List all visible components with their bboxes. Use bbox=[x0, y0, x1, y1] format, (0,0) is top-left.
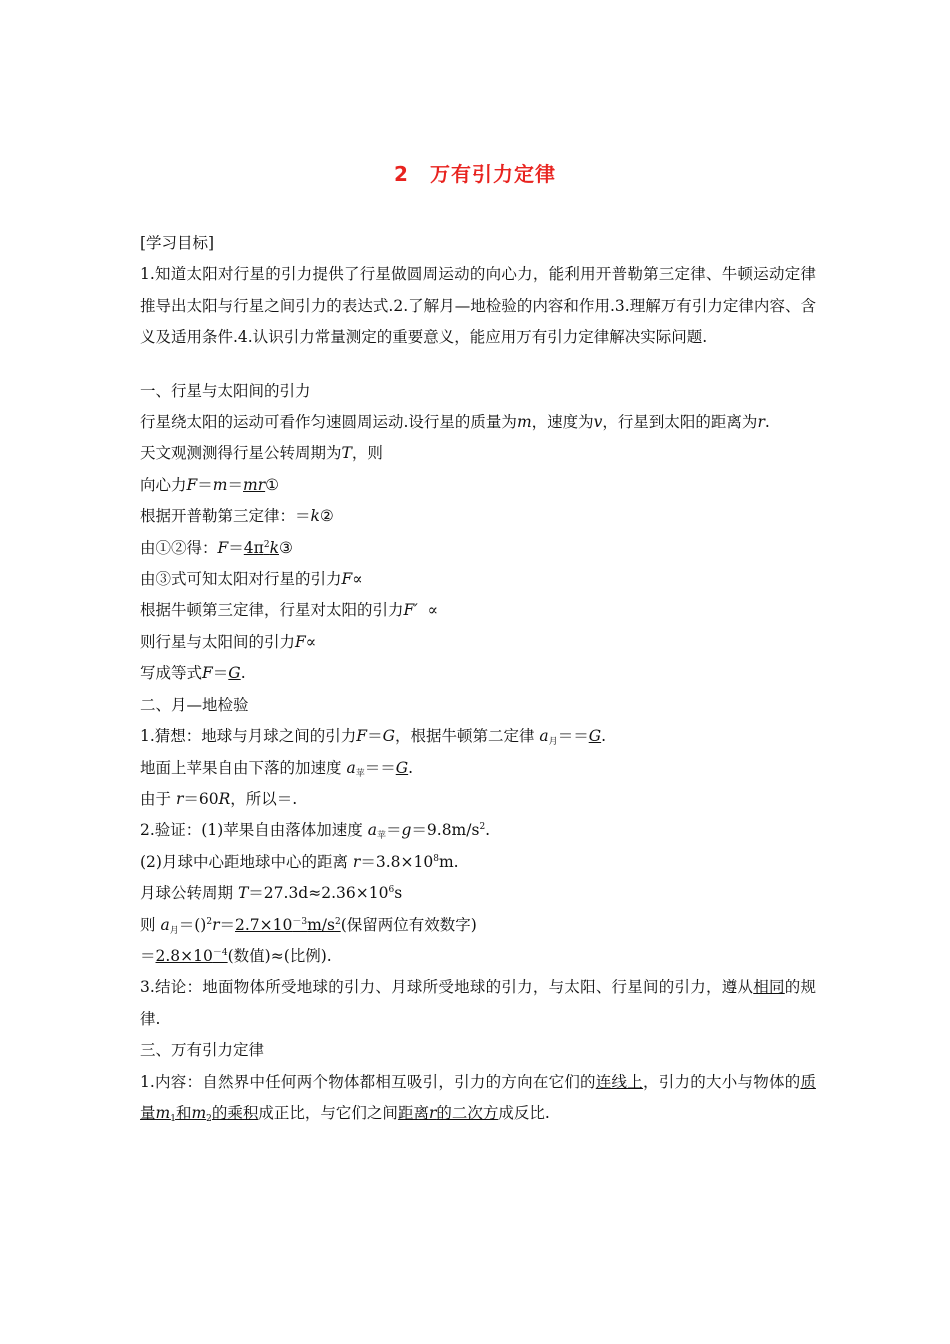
var-a: a bbox=[346, 758, 356, 777]
section-gap bbox=[140, 354, 816, 376]
text: ＝ bbox=[197, 475, 213, 494]
text: ＝60 bbox=[183, 789, 219, 808]
text: 2.验证：(1)苹果自由落体加速度 bbox=[140, 821, 363, 840]
objectives-heading: [学习目标] bbox=[140, 234, 215, 252]
superscript: 2 bbox=[206, 916, 213, 927]
text: 根据牛顿第三定律，行星对太阳的引力 bbox=[140, 601, 404, 620]
subscript: 苹 bbox=[376, 831, 386, 842]
section-1-line bbox=[140, 501, 816, 532]
text: ＝＝ bbox=[557, 727, 589, 746]
text: 行星绕太阳的运动可看作匀速圆周运动.设行星的质量为 bbox=[140, 413, 517, 432]
text: 成反比. bbox=[498, 1103, 550, 1122]
superscript: －3 bbox=[292, 916, 308, 927]
text: m/s bbox=[307, 915, 335, 934]
text: 和 bbox=[175, 1103, 192, 1122]
text: ＝ bbox=[367, 727, 383, 746]
text: ＝ bbox=[212, 664, 229, 683]
var-F: F bbox=[356, 727, 368, 746]
section-2-line bbox=[140, 721, 816, 752]
subscript: 月 bbox=[169, 925, 179, 936]
section-2-line bbox=[140, 847, 816, 878]
section-1-line bbox=[140, 564, 816, 595]
text: ∝ bbox=[352, 570, 363, 589]
var-T: T bbox=[341, 444, 352, 463]
text: ∝ bbox=[305, 632, 317, 651]
var-F: F bbox=[295, 632, 306, 651]
text: ，行星到太阳的距离为 bbox=[602, 413, 758, 432]
underlined-answer bbox=[235, 916, 341, 934]
section-1-line bbox=[140, 595, 816, 626]
text: ＝ bbox=[228, 538, 244, 557]
text: ＝() bbox=[178, 915, 207, 934]
underlined-answer bbox=[244, 539, 279, 557]
var-g: g bbox=[401, 821, 412, 840]
text: 距离 bbox=[397, 1103, 429, 1122]
text: 则行星与太阳间的引力 bbox=[140, 632, 296, 651]
var-r: r bbox=[428, 1103, 437, 1122]
var-v: v bbox=[593, 413, 603, 432]
text: ③ bbox=[279, 538, 293, 557]
underlined-answer: 相同 bbox=[753, 978, 785, 997]
text: 1.内容：自然界中任何两个物体都相互吸引，引力的方向在它们的 bbox=[140, 1072, 596, 1091]
var-r: r bbox=[212, 915, 220, 934]
text: ＝ bbox=[140, 946, 156, 965]
text: (2)月球中心距地球中心的距离 bbox=[140, 852, 348, 871]
text: . bbox=[485, 821, 491, 840]
underlined-answer: G bbox=[228, 664, 241, 683]
var-r: r bbox=[352, 852, 361, 871]
var-k: k bbox=[269, 538, 279, 557]
text: ＝ bbox=[219, 915, 235, 934]
text: 由于 bbox=[140, 789, 172, 808]
superscript: 8 bbox=[433, 853, 439, 864]
text: ＝9.8m/s bbox=[411, 821, 480, 840]
text: ＝＝ bbox=[364, 758, 396, 777]
section-3-heading: 三、万有引力定律 bbox=[140, 1041, 265, 1060]
text: ∝ bbox=[427, 601, 439, 620]
var-F-prime: F′ bbox=[403, 601, 418, 620]
text: ＝3.8×10 bbox=[360, 852, 434, 871]
section-3-content bbox=[140, 1067, 816, 1130]
superscript: 2 bbox=[479, 822, 486, 833]
section-2-line bbox=[140, 784, 816, 815]
var-R: R bbox=[218, 789, 231, 808]
text: ＝ bbox=[227, 475, 244, 494]
text: ② bbox=[319, 507, 334, 526]
var-F: F bbox=[341, 570, 353, 589]
var-m: m bbox=[516, 413, 532, 432]
var-r: r bbox=[757, 413, 765, 432]
text: ，根据牛顿第二定律 bbox=[394, 727, 535, 746]
text: 则 bbox=[140, 915, 156, 934]
text: m. bbox=[438, 852, 459, 871]
text: ＝ bbox=[385, 821, 402, 840]
text: ① bbox=[265, 475, 280, 494]
text: 成正比，与它们之间 bbox=[258, 1103, 398, 1122]
text: 1.猜想：地球与月球之间的引力 bbox=[140, 727, 357, 746]
text: . bbox=[601, 727, 607, 746]
text: (数值)≈(比例). bbox=[227, 946, 332, 965]
text: 由③式可知太阳对行星的引力 bbox=[140, 570, 342, 589]
objectives-text: 1.知道太阳对行星的引力提供了行星做圆周运动的向心力，能利用开普勒第三定律、牛顿运动定律推导出太阳与行星之间引力的表达式.2.了解月—地检验的内容和作用.3.理解万有引力定律内容、含义及适用条件.4.认识引力常量测定的重要意义，能应用万有引力定律解决实际问题. bbox=[140, 265, 816, 347]
subscript: 月 bbox=[548, 737, 558, 748]
text: 3.结论：地面物体所受地球的引力、月球所受地球的引力，与太阳、行星间的引力，遵从 bbox=[140, 978, 754, 997]
section-2-line bbox=[140, 753, 816, 784]
var-F: F bbox=[217, 538, 229, 557]
text: (保留两位有效数字) bbox=[340, 915, 477, 934]
var-F: F bbox=[186, 475, 198, 494]
text: . bbox=[408, 758, 414, 777]
subscript: 1 bbox=[170, 1113, 176, 1124]
text: 写成等式 bbox=[140, 664, 203, 683]
underlined-answer bbox=[156, 947, 228, 965]
text: 4π bbox=[243, 538, 264, 557]
section-1-line bbox=[140, 533, 816, 564]
text: 月球公转周期 bbox=[140, 884, 234, 903]
section-2-heading: 二、月—地检验 bbox=[140, 695, 249, 714]
var-m: m bbox=[212, 475, 228, 494]
underlined-answer: G bbox=[588, 727, 602, 746]
text: 2.7×10 bbox=[235, 915, 293, 934]
var-T: T bbox=[237, 884, 249, 903]
text: s bbox=[394, 884, 403, 903]
underlined-answer: 连线上 bbox=[595, 1072, 644, 1091]
section-1-line bbox=[140, 658, 816, 689]
page-title: 2 万有引力定律 bbox=[394, 162, 556, 186]
text: 的规律. bbox=[140, 978, 816, 1028]
section-1-heading: 一、行星与太阳间的引力 bbox=[140, 381, 311, 400]
text: 质量 bbox=[140, 1072, 816, 1122]
text: 的乘积 bbox=[211, 1103, 259, 1122]
subscript: 苹 bbox=[355, 768, 365, 779]
text: 天文观测测得行星公转周期为 bbox=[140, 444, 342, 463]
underlined-answer: mr bbox=[243, 475, 266, 494]
text: ，则 bbox=[351, 444, 383, 463]
var-k: k bbox=[310, 507, 320, 526]
text: . bbox=[240, 664, 246, 683]
text: 2.8×10 bbox=[155, 946, 213, 965]
section-2-line bbox=[140, 910, 816, 941]
section-1-line bbox=[140, 438, 816, 469]
section-1-line bbox=[140, 470, 816, 501]
underlined-answer: G bbox=[395, 758, 409, 777]
var-m: m bbox=[155, 1103, 171, 1122]
text: ，引力的大小与物体的 bbox=[643, 1072, 801, 1091]
section-1-paragraph bbox=[140, 407, 816, 438]
subscript: 2 bbox=[206, 1113, 212, 1124]
var-a: a bbox=[539, 727, 549, 746]
section-2-line bbox=[140, 941, 816, 972]
var-r: r bbox=[175, 789, 184, 808]
text: . bbox=[764, 413, 770, 432]
section-1-line bbox=[140, 627, 816, 658]
underlined-answer bbox=[398, 1104, 498, 1122]
var-a: a bbox=[367, 821, 377, 840]
text: ，所以＝. bbox=[230, 789, 298, 808]
text: 的二次方 bbox=[436, 1103, 499, 1122]
section-2-conclusion bbox=[140, 972, 816, 1035]
var-a: a bbox=[160, 915, 170, 934]
text: 根据开普勒第三定律：＝ bbox=[140, 507, 311, 526]
text: 向心力 bbox=[140, 475, 187, 494]
var-F: F bbox=[202, 664, 213, 683]
text: 由①②得： bbox=[140, 538, 218, 557]
var-G: G bbox=[382, 727, 395, 746]
section-2-line bbox=[140, 878, 816, 909]
document-body bbox=[140, 228, 816, 1129]
superscript: 6 bbox=[388, 885, 395, 896]
var-m: m bbox=[191, 1103, 207, 1122]
superscript: 2 bbox=[334, 916, 341, 927]
superscript: 2 bbox=[263, 539, 270, 550]
text: ，速度为 bbox=[531, 413, 594, 432]
section-2-line bbox=[140, 815, 816, 846]
text: 地面上苹果自由下落的加速度 bbox=[140, 758, 342, 777]
superscript: －4 bbox=[212, 947, 228, 958]
text: ＝27.3d≈2.36×10 bbox=[248, 884, 389, 903]
